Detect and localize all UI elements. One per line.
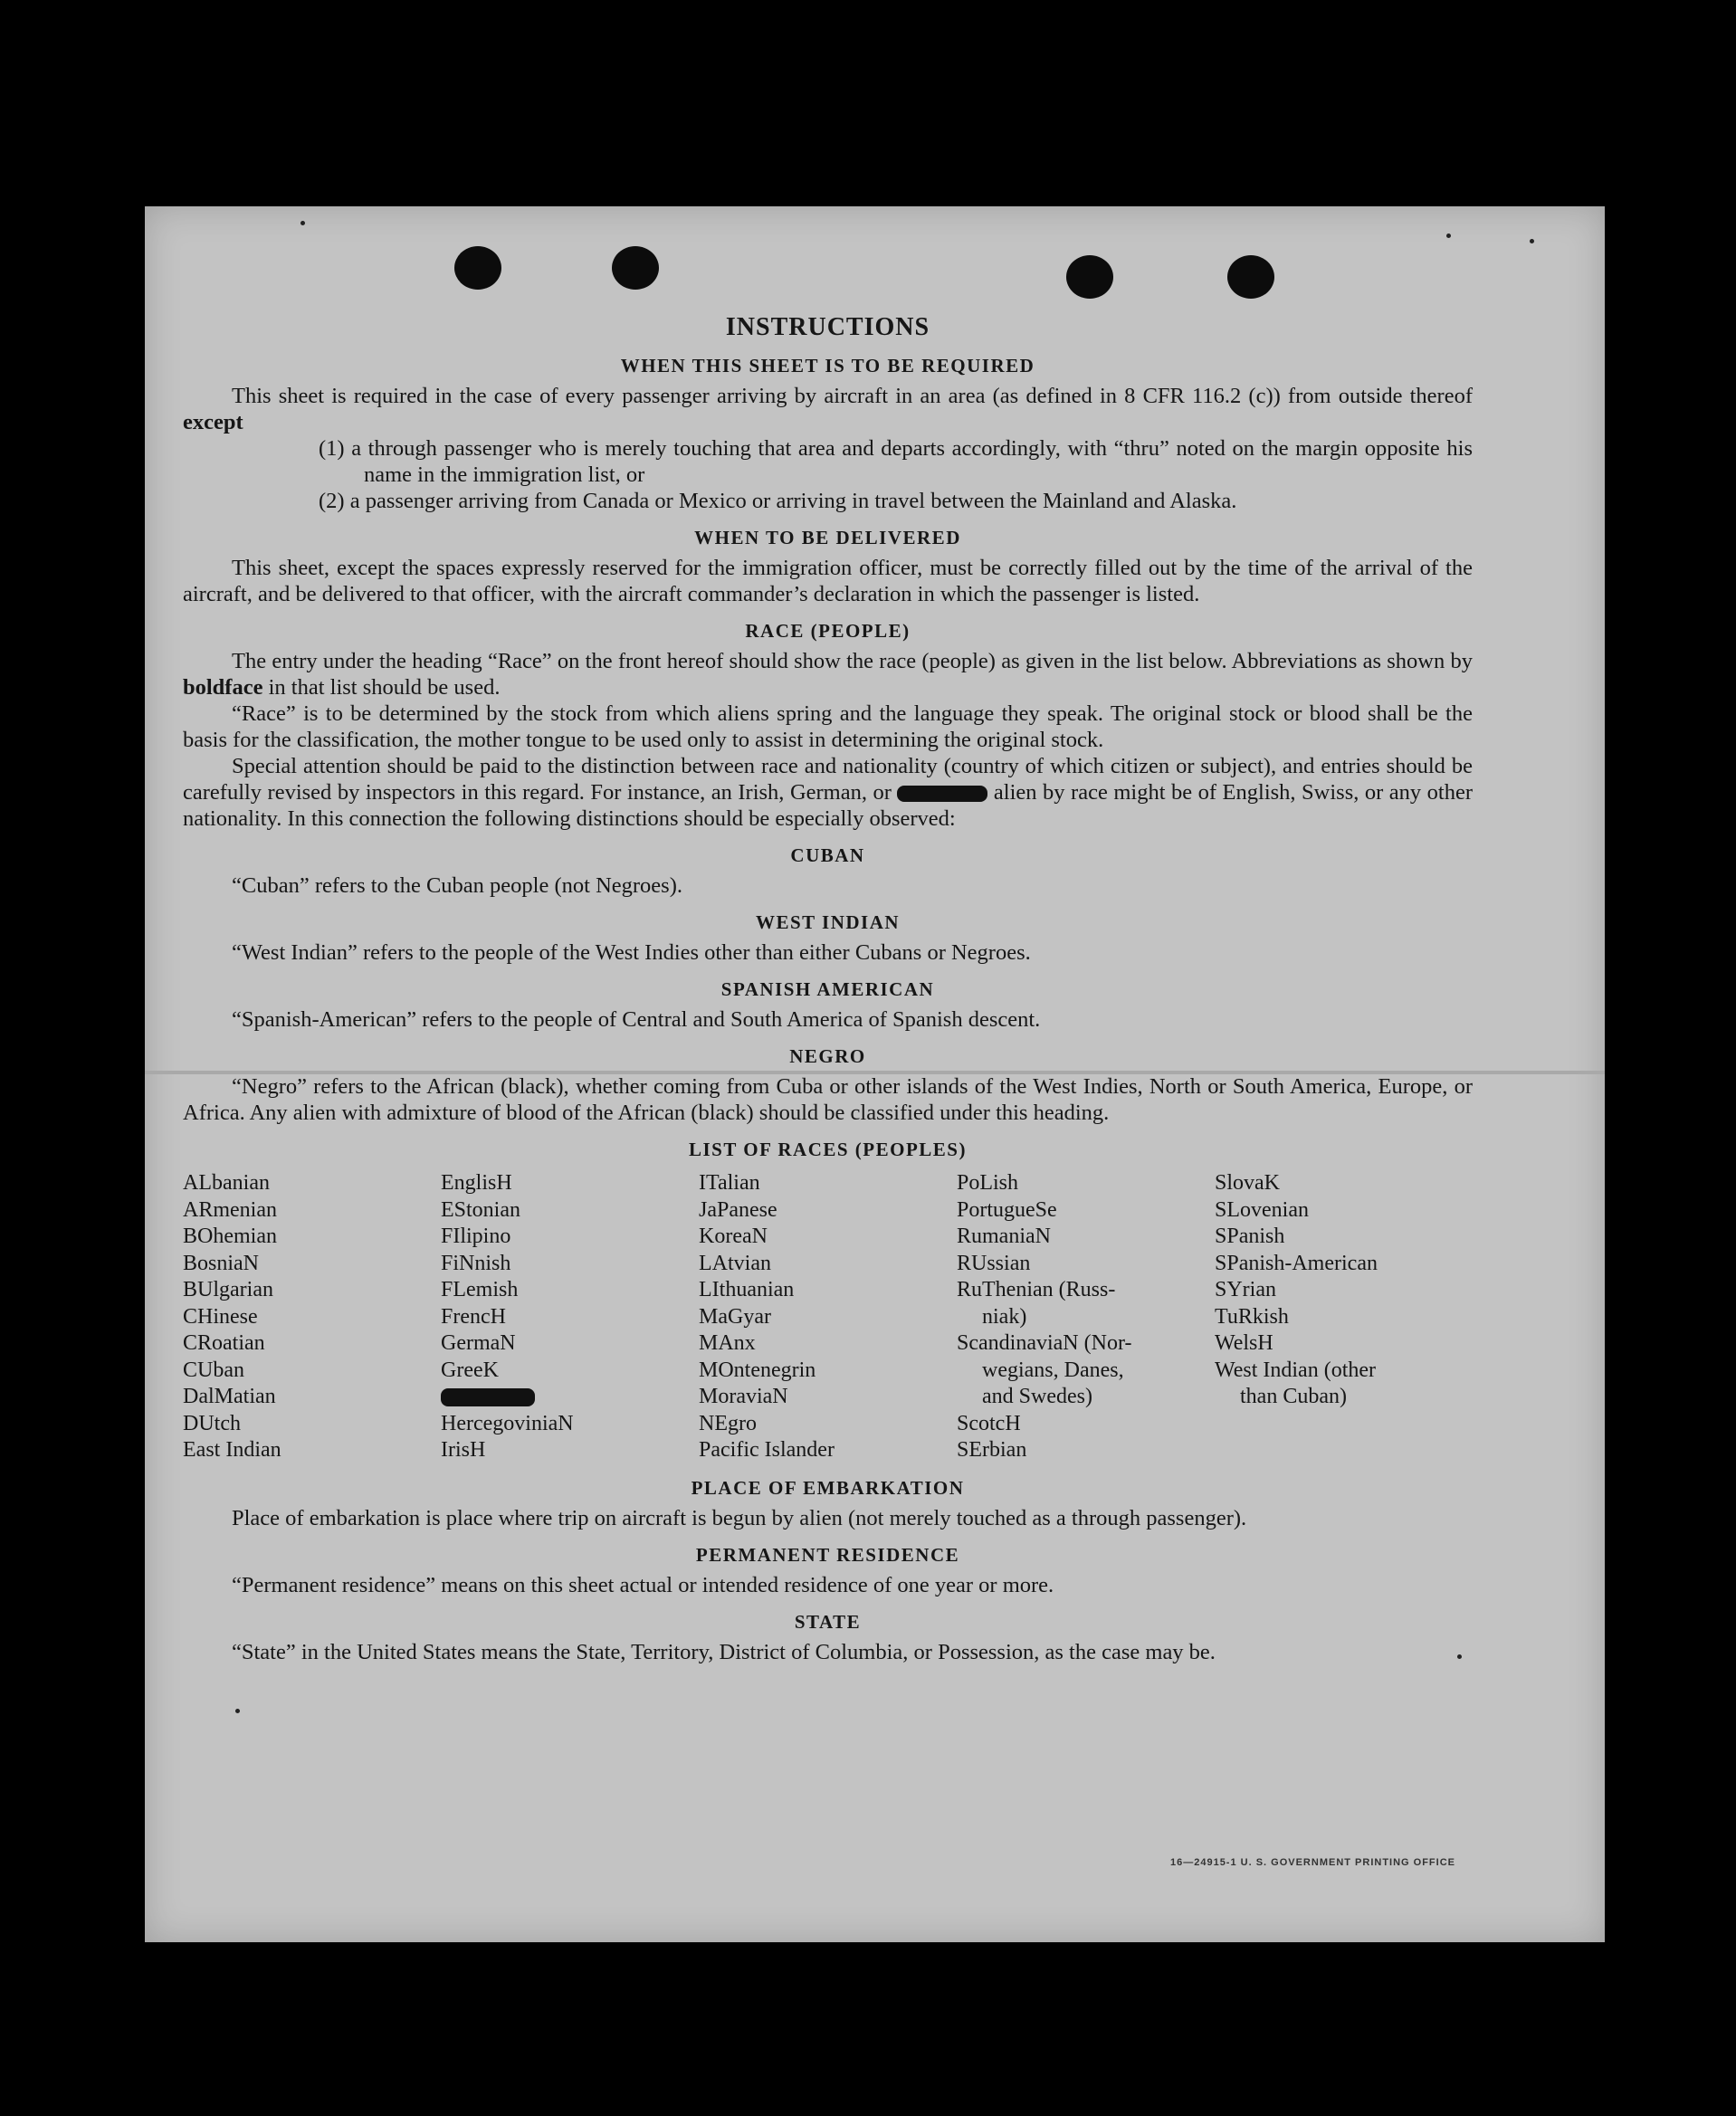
negro-text: “Negro” refers to the African (black), whether coming from Cuba or other islands of the West Indies, North or South America, Europe, or Africa. Any alien with admixture of blood of the African (black) should be classified under this heading. (183, 1074, 1473, 1125)
heading-list-of-races: LIST OF RACES (PEOPLES) (689, 1139, 967, 1160)
list-item: DUtch (183, 1411, 241, 1435)
list-item: RuThenian (Russ- (957, 1278, 1116, 1301)
list-item: EnglisH (441, 1171, 512, 1195)
list-item: DalMatian (183, 1385, 276, 1408)
list-item-continued: niak) (982, 1304, 1027, 1329)
list-item: LAtvian (699, 1251, 771, 1275)
list-item: Pacific Islander (699, 1438, 835, 1462)
list-item: FIlipino (441, 1225, 511, 1248)
list-item-continued: wegians, Danes, (982, 1358, 1124, 1382)
list-item: SPanish-American (1215, 1251, 1378, 1275)
list-item: GreeK (441, 1358, 499, 1382)
heading-residence: PERMANENT RESIDENCE (695, 1543, 960, 1566)
list-item: West Indian (other (1215, 1358, 1377, 1382)
list-item: MOntenegrin (699, 1358, 816, 1382)
list-item: NEgro (699, 1411, 757, 1435)
race-column-2 (441, 1170, 699, 1464)
list-item: ARmenian (183, 1197, 277, 1222)
page-title: INSTRUCTIONS (725, 313, 930, 341)
list-item: CUban (183, 1358, 244, 1382)
race-paragraph-2: “Race” is to be determined by the stock from which aliens spring and the language they speak. The original stock or blood shall be the basis for the classification, the mother tongue to be used only to assist in determining the original stock. (183, 701, 1473, 752)
race-column-3 (699, 1170, 957, 1464)
race-paragraph-1: The entry under the heading “Race” on the front hereof should show the race (people) as given in the list below. Abbreviations as shown by boldface in that list should be used. (183, 649, 1473, 700)
list-item: TuRkish (1215, 1304, 1289, 1329)
list-item: PortugueSe (957, 1197, 1057, 1222)
instructions-body (183, 313, 1473, 1665)
list-item: JaPanese (699, 1197, 777, 1222)
printer-imprint: 16—24915-1 U. S. GOVERNMENT PRINTING OFFICE (1169, 1857, 1455, 1868)
list-item: SLovenian (1215, 1197, 1309, 1222)
required-item-1: (1) a through passenger who is merely touching that area and departs accordingly, with “thru” noted on the margin opposite his name in the immigration list, or (319, 436, 1473, 487)
list-item: IrisH (441, 1438, 486, 1462)
list-item-redacted (441, 1384, 699, 1411)
race-column-1 (183, 1170, 441, 1464)
redaction-mark (897, 786, 987, 802)
list-item: CHinese (183, 1304, 258, 1329)
list-item: GermaN (441, 1331, 516, 1355)
list-item: FLemish (441, 1278, 519, 1301)
list-item: LIthuanian (699, 1278, 795, 1301)
heading-delivered: WHEN TO BE DELIVERED (694, 527, 961, 548)
heading-required: WHEN THIS SHEET IS TO BE REQUIRED (620, 355, 1035, 376)
list-item: BUlgarian (183, 1278, 273, 1301)
race-column-5 (1215, 1170, 1473, 1464)
delivered-text: This sheet, except the spaces expressly reserved for the immigration officer, must be correctly filled out by the time of the arrival of the aircraft, and be delivered to that officer, with the aircraft commander’s declaration in which the passenger is listed. (183, 556, 1473, 606)
list-item: FrencH (441, 1304, 506, 1329)
punch-hole (612, 246, 659, 290)
list-item: ScandinaviaN (Nor- (957, 1331, 1132, 1355)
list-item: RumaniaN (957, 1225, 1051, 1248)
race-list (183, 1170, 1473, 1464)
west-indian-text: “West Indian” refers to the people of the West Indies other than either Cubans or Negroes. (232, 940, 1031, 965)
required-item-2: (2) a passenger arriving from Canada or Mexico or arriving in travel between the Mainland and Alaska. (319, 489, 1237, 513)
punch-hole (1227, 255, 1274, 299)
list-item: CRoatian (183, 1331, 265, 1355)
list-item: SErbian (957, 1438, 1027, 1462)
list-item: FiNnish (441, 1251, 511, 1275)
list-item: KoreaN (699, 1225, 768, 1248)
list-item: PoLish (957, 1171, 1019, 1195)
state-text: “State” in the United States means the State, Territory, District of Columbia, or Possession, as the case may be. (232, 1639, 1216, 1664)
redaction-mark (441, 1388, 535, 1406)
list-item: East Indian (183, 1438, 281, 1462)
list-item: BOhemian (183, 1225, 277, 1248)
cuban-text: “Cuban” refers to the Cuban people (not Negroes). (232, 873, 682, 898)
list-item-continued: than Cuban) (1240, 1385, 1347, 1408)
list-item: WelsH (1215, 1331, 1273, 1355)
document-sheet (145, 206, 1605, 1942)
list-item: RUssian (957, 1251, 1031, 1275)
list-item: MoraviaN (699, 1385, 788, 1408)
list-item: SlovaK (1215, 1171, 1280, 1195)
punch-hole (454, 246, 501, 290)
heading-state: STATE (794, 1610, 862, 1633)
heading-embarkation: PLACE OF EMBARKATION (691, 1476, 965, 1499)
list-item: ITalian (699, 1171, 760, 1195)
list-item: MAnx (699, 1331, 756, 1355)
list-item: EStonian (441, 1197, 520, 1222)
heading-negro: NEGRO (789, 1045, 866, 1067)
residence-text: “Permanent residence” means on this sheet actual or intended residence of one year or more. (232, 1572, 1054, 1597)
list-item: HercegoviniaN (441, 1411, 574, 1435)
list-item: MaGyar (699, 1304, 771, 1329)
heading-west-indian: WEST INDIAN (755, 911, 901, 933)
list-item: ALbanian (183, 1171, 270, 1195)
embarkation-text: Place of embarkation is place where trip on aircraft is begun by alien (not merely touched as a through passenger). (232, 1505, 1247, 1530)
list-item: SPanish (1215, 1225, 1285, 1248)
list-item: SYrian (1215, 1278, 1276, 1301)
list-item: BosniaN (183, 1251, 259, 1275)
heading-race: RACE (PEOPLE) (745, 620, 911, 642)
punch-hole (1066, 255, 1113, 299)
heading-cuban: CUBAN (790, 844, 865, 866)
race-paragraph-3: Special attention should be paid to the distinction between race and nationality (country of which citizen or subject), and entries should be carefully revised by inspectors in this regard. For instance, an Irish, German, or alien by race might be of English, Swiss, or any other nationality. In this connection the following distinctions should be especially observed: (183, 754, 1474, 831)
race-column-4 (957, 1170, 1215, 1464)
required-intro: This sheet is required in the case of every passenger arriving by aircraft in an area (as defined in 8 CFR 116.2 (c)) from outside thereof except (183, 384, 1473, 434)
list-item: ScotcH (957, 1411, 1021, 1435)
spanish-american-text: “Spanish-American” refers to the people of Central and South America of Spanish descent. (232, 1007, 1041, 1032)
list-item-continued: and Swedes) (982, 1385, 1092, 1408)
heading-spanish-american: SPANISH AMERICAN (720, 978, 935, 1000)
